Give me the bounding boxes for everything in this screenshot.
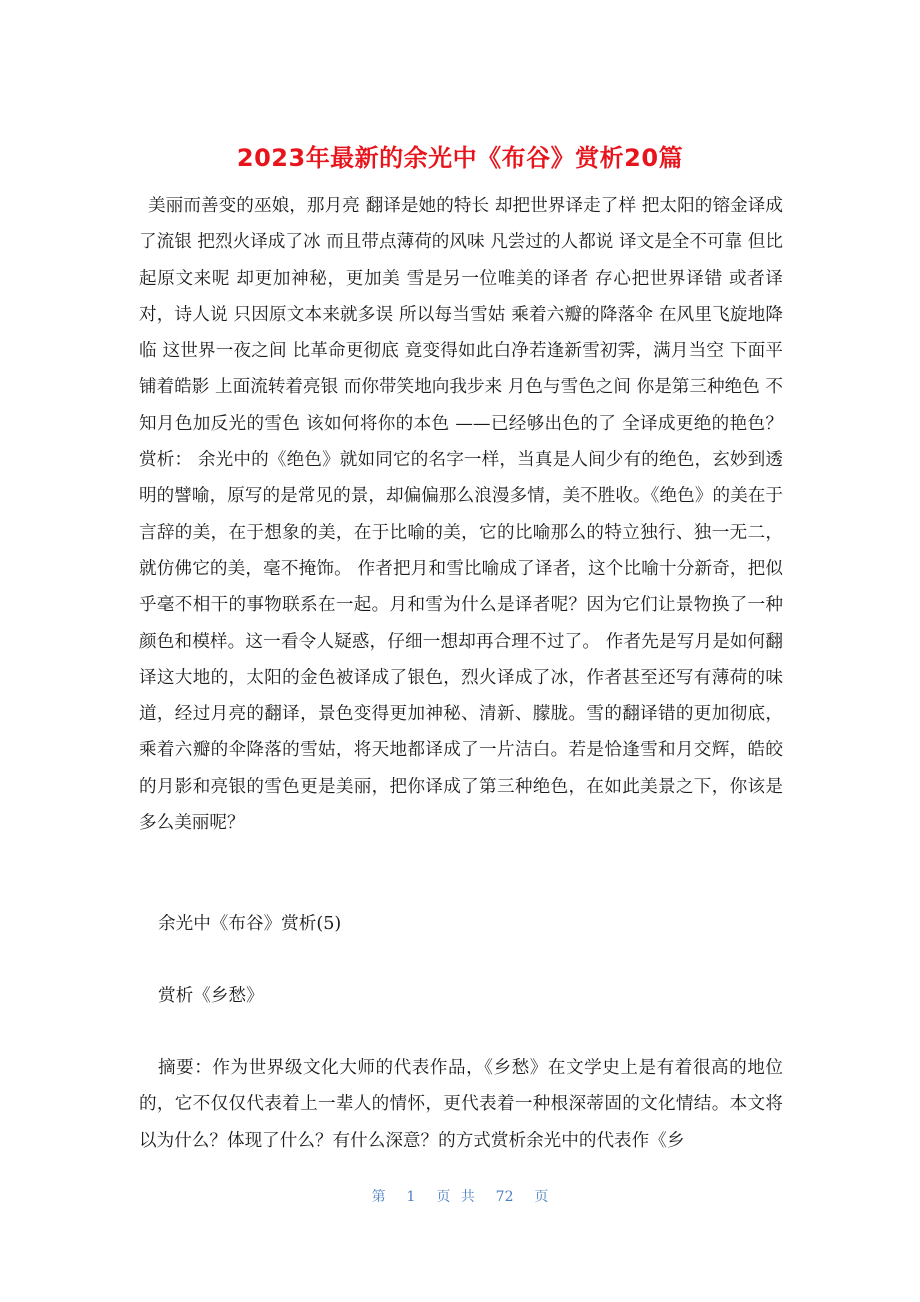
subheading-2: 赏析《乡愁》 [158,986,264,1006]
subheading-1: 余光中《布谷》赏析(5) [158,914,342,934]
document-title: 2023年最新的余光中《布谷》赏析20篇 [236,144,684,172]
abstract-paragraph: 摘要：作为世界级文化大师的代表作品，《乡愁》在文学史上是有着很高的地位的，它不仅仅代表着上一辈人的情怀，更代表着一种根深蒂固的文化情结。本文将以为什么？体现了什么？有什么深意？的方式赏析余光中的代表作《乡 [139,1058,783,1151]
page-footer: 第 1 页 共 72 页 [371,1189,549,1205]
body-paragraph: 美丽而善变的巫娘，那月亮 翻译是她的特长 却把世界译走了样 把太阳的镕金译成了流银 把烈火译成了冰 而且带点薄荷的风味 凡尝过的人都说 译文是全不可靠 但比起原文来呢 却更加神秘，更加美 雪是另一位唯美的译者 存心把世界译错 或者译对，诗人说 只因原文本来就多误 所以每当雪姑 乘着六瓣的降落伞 在风里飞旋地降临 这世界一夜之间 比革命更彻底 竟变得如此白净若逢新雪初霁，满月当空 下面平铺着皓影 上面流转着亮银 而你带笑地向我步来 月色与雪色之间 你是第三种绝色 不知月色加反光的雪色 该如何将你的本色 ——已经够出色的了 全译成更绝的艳色？ 赏析： 余光中的《绝色》就如同它的名字一样，当真是人间少有的绝色，玄妙到透明的譬喻，原写的是常见的景，却偏偏那么浪漫多情，美不胜收。《绝色》的美在于言辞的美，在于想象的美，在于比喻的美，它的比喻那么的特立独行、独一无二，就仿佛它的美，毫不掩饰。 作者把月和雪比喻成了译者，这个比喻十分新奇，把似乎毫不相干的事物联系在一起。月和雪为什么是译者呢？因为它们让景物换了一种颜色和模样。这一看令人疑惑，仔细一想却再合理不过了。 作者先是写月是如何翻译这大地的，太阳的金色被译成了银色，烈火译成了冰，作者甚至还写有薄荷的味道，经过月亮的翻译，景色变得更加神秘、清新、朦胧。雪的翻译错的更加彻底，乘着六瓣的伞降落的雪姑，将天地都译成了一片洁白。若是恰逢雪和月交辉，皓皎的月影和亮银的雪色更是美丽，把你译成了第三种绝色，在如此美景之下，你该是多么美丽呢？ [139,196,783,834]
